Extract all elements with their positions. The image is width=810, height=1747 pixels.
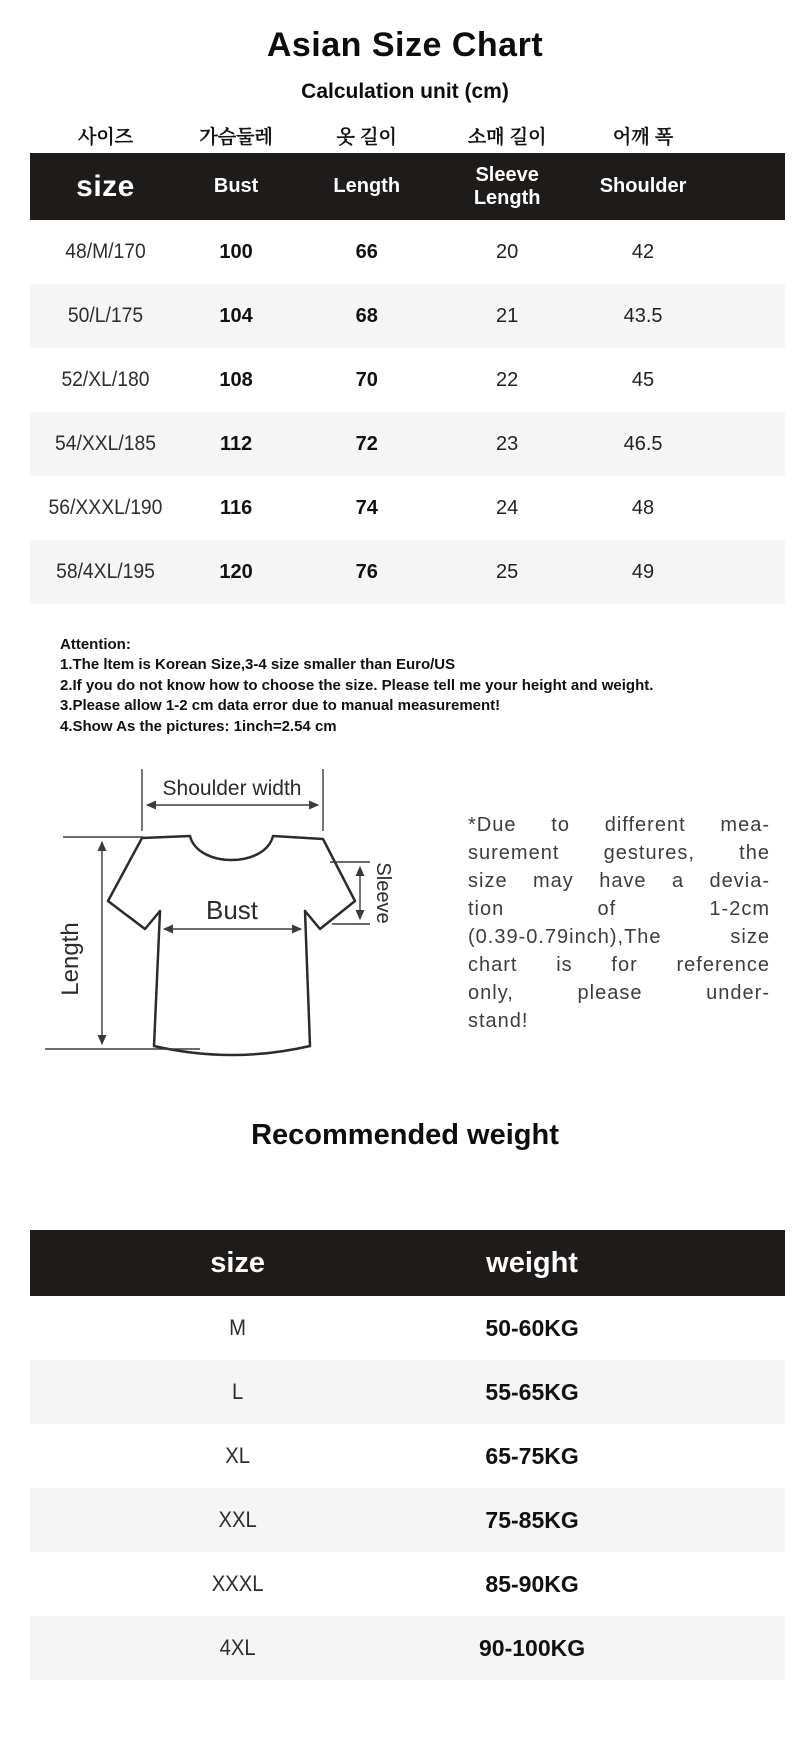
- weight-row: [30, 1616, 785, 1680]
- measurement-note: [468, 811, 770, 1071]
- page-title: Asian Size Chart: [266, 26, 544, 64]
- sleeve-label: Sleeve: [372, 862, 394, 924]
- note-line: (0.39-0.79inch),The size: [468, 926, 770, 948]
- weight-cell-size: XXXL: [211, 1571, 264, 1596]
- attention-line: 2.If you do not know how to choose the size. Please tell me your height and weight.: [60, 676, 654, 694]
- weight-cell-size: L: [231, 1379, 244, 1404]
- weight-cell-value: 85-90KG: [485, 1570, 579, 1597]
- cell-bust: 104: [219, 304, 253, 327]
- korean-header-bust: 가슴둘레: [199, 126, 273, 148]
- note-line: surement gestures, the: [468, 842, 770, 864]
- header-cell-sleeve-length: Sleeve Length: [473, 163, 541, 209]
- weight-cell-size: 4XL: [219, 1635, 256, 1660]
- korean-header-row: [30, 117, 785, 153]
- tshirt-outline: [108, 836, 355, 1055]
- cell-size: 52/XL/180: [61, 368, 150, 391]
- attention-line: 3.Please allow 1-2 cm data error due to manual measurement!: [60, 697, 501, 714]
- attention-line: 1.The ltem is Korean Size,3-4 size smaller than Euro/US: [60, 656, 456, 673]
- cell-length: 72: [355, 432, 378, 455]
- cell-sleeve-length: 22: [496, 368, 519, 391]
- note-line: stand!: [468, 1010, 529, 1032]
- korean-header-length: 옷 길이: [336, 126, 397, 148]
- cell-bust: 100: [219, 240, 253, 263]
- weight-chart-header-bar: [30, 1230, 785, 1296]
- measurement-diagram-section: [0, 761, 810, 1071]
- header-cell-length: Length: [333, 175, 401, 197]
- table-row: [30, 348, 785, 412]
- attention-heading: Attention:: [60, 636, 131, 653]
- table-row: [30, 220, 785, 284]
- weight-row: [30, 1488, 785, 1552]
- cell-shoulder: 48: [631, 496, 655, 519]
- weight-cell-value: 75-85KG: [485, 1506, 579, 1533]
- weight-header-weight: weight: [486, 1246, 578, 1279]
- weight-cell-size: XXL: [218, 1507, 257, 1532]
- weight-row: [30, 1296, 785, 1360]
- header-cell-shoulder: Shoulder: [599, 175, 687, 197]
- weight-cell-value: 90-100KG: [479, 1634, 586, 1661]
- weight-cell-size: M: [229, 1315, 247, 1340]
- cell-size: 50/L/175: [67, 304, 144, 327]
- note-line: *Due to different mea-: [468, 814, 770, 836]
- weight-cell-value: 50-60KG: [485, 1314, 579, 1341]
- note-line: size may have a devia-: [468, 870, 770, 892]
- weight-header-size: size: [210, 1246, 266, 1279]
- size-chart-header-bar: [30, 153, 785, 220]
- korean-header-size: 사이즈: [77, 126, 134, 148]
- recommended-weight-title: Recommended weight: [251, 1119, 559, 1151]
- table-row: [30, 540, 785, 604]
- size-chart: [30, 117, 785, 604]
- weight-row: [30, 1424, 785, 1488]
- bust-label: Bust: [205, 895, 259, 925]
- attention-line: 4.Show As the pictures: 1inch=2.54 cm: [60, 717, 337, 735]
- cell-shoulder: 46.5: [623, 432, 663, 455]
- korean-header-sleeve: 소매 길이: [467, 126, 547, 148]
- cell-sleeve-length: 21: [496, 304, 519, 327]
- note-line: only, please under-: [468, 982, 770, 1004]
- length-label: Length: [57, 922, 84, 996]
- cell-sleeve-length: 20: [496, 240, 519, 263]
- weight-chart: [30, 1230, 785, 1680]
- table-row: [30, 284, 785, 348]
- cell-sleeve-length: 23: [496, 432, 519, 455]
- weight-row: [30, 1552, 785, 1616]
- cell-shoulder: 49: [631, 560, 655, 583]
- cell-bust: 120: [219, 560, 253, 583]
- cell-shoulder: 43.5: [623, 304, 663, 327]
- cell-length: 66: [355, 240, 378, 263]
- cell-size: 48/M/170: [65, 240, 146, 263]
- table-row: [30, 412, 785, 476]
- weight-cell-value: 55-65KG: [485, 1378, 579, 1405]
- weight-cell-value: 65-75KG: [485, 1442, 579, 1469]
- cell-length: 74: [355, 496, 378, 519]
- header-cell-size: size: [76, 170, 135, 203]
- cell-bust: 112: [219, 432, 253, 455]
- attention-notes: [60, 634, 810, 737]
- cell-shoulder: 42: [631, 240, 655, 263]
- table-row: [30, 476, 785, 540]
- cell-sleeve-length: 25: [496, 560, 519, 583]
- note-line: chart is for reference: [468, 954, 770, 976]
- weight-cell-size: XL: [225, 1443, 251, 1468]
- cell-size: 54/XXL/185: [55, 432, 156, 455]
- shoulder-width-label: Shoulder width: [162, 777, 302, 800]
- note-line: tion of 1-2cm: [468, 898, 770, 920]
- cell-length: 68: [355, 304, 378, 327]
- header-cell-bust: Bust: [213, 175, 259, 197]
- weight-row: [30, 1360, 785, 1424]
- cell-size: 56/XXXL/190: [48, 496, 163, 519]
- cell-shoulder: 45: [631, 368, 655, 391]
- cell-bust: 108: [219, 368, 253, 391]
- cell-size: 58/4XL/195: [56, 560, 155, 583]
- cell-sleeve-length: 24: [496, 496, 519, 519]
- cell-length: 76: [355, 560, 378, 583]
- tshirt-measurement-diagram: [40, 761, 450, 1071]
- korean-header-shoulder: 어깨 폭: [612, 126, 674, 148]
- cell-bust: 116: [219, 496, 253, 519]
- page-subtitle: Calculation unit (cm): [301, 80, 509, 103]
- cell-length: 70: [355, 368, 378, 391]
